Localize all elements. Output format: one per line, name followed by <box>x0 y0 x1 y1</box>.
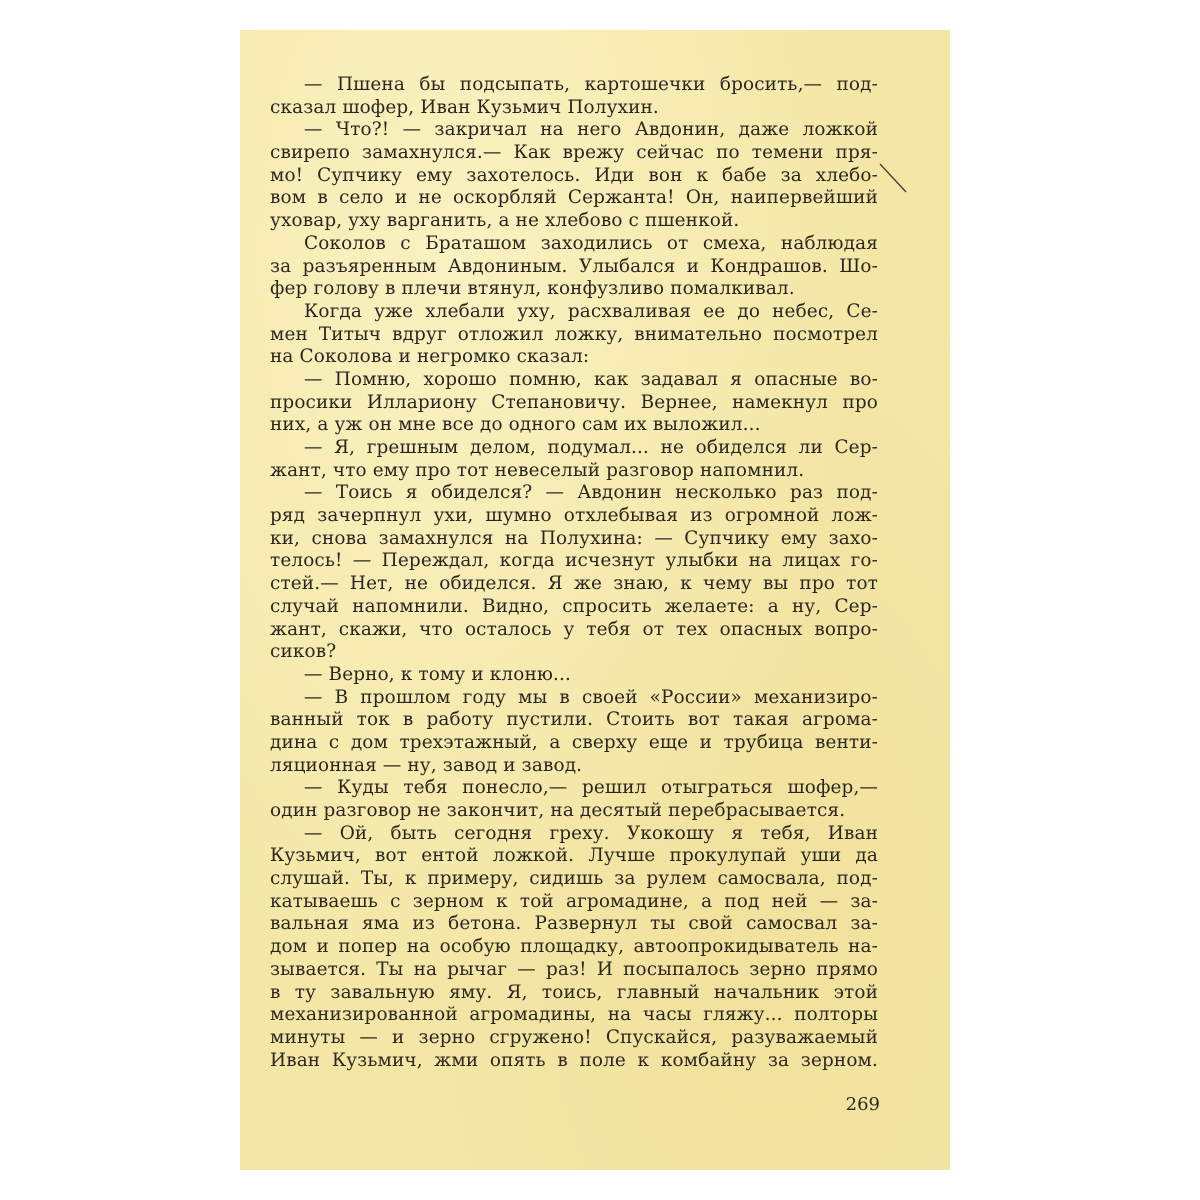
page-text <box>270 74 878 1072</box>
text-line: дина с дом трехэтажный, а сверху еще и трубица венти- <box>270 731 878 753</box>
text-line: — В прошлом году мы в своей «России» механизиро- <box>304 686 878 708</box>
text-line: сказал шофер, Иван Кузьмич Полухин. <box>270 96 659 118</box>
text-line: телось! — Переждал, когда исчезнут улыбки на лицах го- <box>270 550 878 572</box>
text-line: ряд зачерпнул ухи, шумно отхлебывая из огромной лож- <box>270 505 878 527</box>
text-line: — Что?! — закричал на него Авдонин, даже ложкой <box>304 119 878 141</box>
text-line: ки, снова замахнулся на Полухина: — Супчику ему захо- <box>270 527 878 549</box>
text-line: зывается. Ты на рычаг — раз! И посыпалось зерно прямо <box>270 958 878 980</box>
text-line: просики Иллариону Степановичу. Вернее, намекнул про <box>270 391 878 413</box>
text-line: Кузьмич, вот ентой ложкой. Лучше прокулупай уши да <box>270 845 878 867</box>
text-line: катываешь с зерном к той агромадине, а под ней — за- <box>270 890 878 912</box>
text-line: стей.— Нет, не обиделся. Я же знаю, к чему вы про тот <box>270 573 878 595</box>
text-line: механизированной агромадины, на часы гляжу... полторы <box>270 1004 878 1026</box>
page-number: 269 <box>845 1094 880 1115</box>
text-line: в ту завальную яму. Я, тоись, главный начальник этой <box>270 981 878 1003</box>
text-line: — Тоись я обиделся? — Авдонин несколько раз под- <box>304 482 878 504</box>
text-line: — Куды тебя понесло,— решил отыграться шофер,— <box>304 777 878 799</box>
text-line: фер голову в плечи втянул, конфузливо помалкивал. <box>270 278 795 300</box>
text-line: — Пшена бы подсыпать, картошечки бросить,— под- <box>304 74 878 95</box>
text-line: — Помню, хорошо помню, как задавал я опасные во- <box>304 368 878 390</box>
text-line: уховар, уху варганить, а не хлебово с пшенкой. <box>270 210 740 232</box>
text-line: — Я, грешным делом, подумал... не обиделся ли Сер- <box>304 437 878 458</box>
book-page <box>240 30 950 1170</box>
text-line: вом в село и не оскорбляй Сержанта! Он, наипервейший <box>270 187 878 209</box>
text-line: ляционная — ну, завод и завод. <box>270 754 583 776</box>
text-line: случай напомнили. Видно, спросить желаете: а ну, Сер- <box>270 595 878 617</box>
text-line: дом и попер на особую площадку, автоопрокидыватель на- <box>270 936 878 958</box>
text-line: жант, что ему про тот невеселый разговор напомнил. <box>270 459 805 481</box>
text-line: за разъяренным Авдониным. Улыбался и Кондрашов. Шо- <box>270 255 878 277</box>
text-line: них, а уж он мне все до одного сам их выложил... <box>270 414 761 436</box>
text-line: слушай. Ты, к примеру, сидишь за рулем самосвала, под- <box>270 868 878 890</box>
text-line: сиков? <box>270 641 337 663</box>
text-line: — Верно, к тому и клоню... <box>304 663 572 685</box>
text-line: вальная яма из бетона. Развернул ты свой самосвал за- <box>270 913 878 935</box>
text-line: на Соколова и негромко сказал: <box>270 346 590 368</box>
text-line: минуты — и зерно сгружено! Спускайся, разуважаемый <box>270 1026 878 1048</box>
text-line: — Ой, быть сегодня греху. Укокошу я тебя, Иван <box>304 822 878 844</box>
text-line: жант, скажи, что осталось у тебя от тех опасных вопро- <box>270 618 878 640</box>
text-line: мо! Супчику ему захотелось. Иди вон к бабе за хлебо- <box>270 164 878 186</box>
text-line: свирепо замахнулся.— Как врежу сейчас по темени пря- <box>270 142 878 164</box>
text-line: мен Титыч вдруг отложил ложку, внимательно посмотрел <box>270 323 878 345</box>
text-line: ванный ток в работу пустили. Стоить вот такая агрома- <box>270 709 878 731</box>
text-line: Иван Кузьмич, жми опять в поле к комбайну за зерном. <box>270 1049 878 1071</box>
text-line: Соколов с Браташом заходились от смеха, наблюдая <box>304 232 878 254</box>
pencil-mark <box>878 162 908 194</box>
text-line: Когда уже хлебали уху, расхваливая ее до небес, Се- <box>304 300 878 322</box>
text-line: один разговор не закончит, на десятый перебрасывается. <box>270 800 846 821</box>
